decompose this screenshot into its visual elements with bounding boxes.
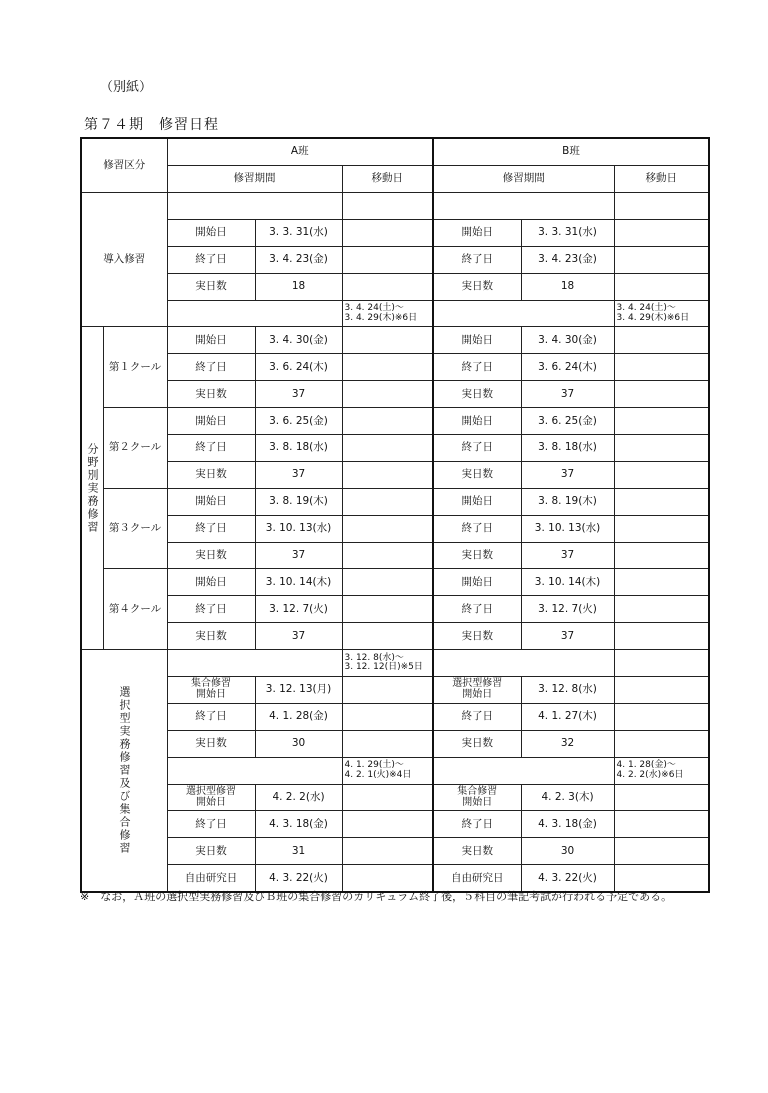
- row-label: 終了日: [433, 811, 521, 838]
- attachment-note: （別紙）: [100, 80, 153, 95]
- blank-cell: [614, 784, 709, 811]
- cool-4-label: 第４クール: [103, 569, 167, 650]
- row-label: 自由研究日: [433, 865, 521, 892]
- blank-cell: [342, 569, 433, 596]
- row-label: 終了日: [167, 811, 255, 838]
- sentaku-a-move1: 3. 12. 8(水)～ 3. 12. 12(日)※5日: [342, 650, 433, 677]
- blank-cell: [614, 246, 709, 273]
- sentaku-p1-a-start: 3. 12. 13(月): [255, 677, 342, 704]
- cool-1-label: 第１クール: [103, 327, 167, 408]
- blank-cell: [614, 811, 709, 838]
- blank-cell: [433, 757, 614, 784]
- row-label: 終了日: [433, 703, 521, 730]
- row-label: 終了日: [167, 515, 255, 542]
- row-label: 終了日: [167, 435, 255, 462]
- blank-cell: [167, 300, 342, 327]
- page-title: 第７４期 修習日程: [84, 117, 219, 133]
- cool-4-a-start: 3. 10. 14(木): [255, 569, 342, 596]
- row-label: 開始日: [433, 408, 521, 435]
- bunya-label: 分野別実務修習: [81, 327, 103, 650]
- blank-cell: [614, 219, 709, 246]
- blank-cell: [342, 327, 433, 354]
- row-label: 開始日: [167, 219, 255, 246]
- blank-cell: [342, 623, 433, 650]
- row-label: 実日数: [167, 623, 255, 650]
- blank-cell: [342, 408, 433, 435]
- row-label: 終了日: [433, 354, 521, 381]
- cool-4-b-start: 3. 10. 14(木): [521, 569, 614, 596]
- blank-cell: [614, 327, 709, 354]
- cool-4-a-days: 37: [255, 623, 342, 650]
- cool-3-label: 第３クール: [103, 488, 167, 569]
- b-period-header: 修習期間: [433, 166, 614, 193]
- row-label: 開始日: [433, 219, 521, 246]
- blank-cell: [167, 193, 342, 220]
- cool-3-a-start: 3. 8. 19(木): [255, 488, 342, 515]
- blank-cell: [342, 542, 433, 569]
- row-label: 終了日: [433, 515, 521, 542]
- intro-b-days: 18: [521, 273, 614, 300]
- cool-2-a-start: 3. 6. 25(金): [255, 408, 342, 435]
- blank-cell: [614, 408, 709, 435]
- blank-cell: [342, 354, 433, 381]
- b-move-header: 移動日: [614, 166, 709, 193]
- row-label: 終了日: [433, 435, 521, 462]
- row-label: 終了日: [167, 596, 255, 623]
- blank-cell: [614, 677, 709, 704]
- sentaku-p2-b-days: 30: [521, 838, 614, 865]
- row-label: 実日数: [167, 730, 255, 757]
- row-label: 終了日: [433, 596, 521, 623]
- blank-cell: [614, 569, 709, 596]
- sentaku-label: 選択型実務修習及び集合修習: [81, 650, 167, 893]
- blank-cell: [614, 542, 709, 569]
- blank-cell: [342, 838, 433, 865]
- cool-4-a-end: 3. 12. 7(火): [255, 596, 342, 623]
- a-move-header: 移動日: [342, 166, 433, 193]
- intro-b-move: 3. 4. 24(土)～ 3. 4. 29(木)※6日: [614, 300, 709, 327]
- cool-1-a-end: 3. 6. 24(木): [255, 354, 342, 381]
- row-label: 実日数: [433, 542, 521, 569]
- row-label: 実日数: [433, 838, 521, 865]
- blank-cell: [614, 273, 709, 300]
- cool-4-b-end: 3. 12. 7(火): [521, 596, 614, 623]
- cool-1-b-days: 37: [521, 381, 614, 408]
- row-label: 開始日: [167, 327, 255, 354]
- row-label: 実日数: [167, 542, 255, 569]
- a-period-header: 修習期間: [167, 166, 342, 193]
- blank-cell: [614, 515, 709, 542]
- blank-cell: [614, 488, 709, 515]
- blank-cell: [342, 784, 433, 811]
- row-label: 終了日: [167, 354, 255, 381]
- sentaku-a-move2: 4. 1. 29(土)～ 4. 2. 1(火)※4日: [342, 757, 433, 784]
- row-label: 実日数: [433, 623, 521, 650]
- row-label: 開始日: [167, 488, 255, 515]
- intro-a-days: 18: [255, 273, 342, 300]
- row-label: 開始日: [433, 488, 521, 515]
- cool-3-b-days: 37: [521, 542, 614, 569]
- row-label: 実日数: [167, 381, 255, 408]
- blank-cell: [342, 219, 433, 246]
- row-label: 実日数: [433, 730, 521, 757]
- row-label: 集合修習 開始日: [433, 784, 521, 811]
- intro-b-end: 3. 4. 23(金): [521, 246, 614, 273]
- sentaku-p2-a-end: 4. 3. 18(金): [255, 811, 342, 838]
- row-label: 開始日: [433, 569, 521, 596]
- blank-cell: [614, 623, 709, 650]
- blank-cell: [342, 273, 433, 300]
- cool-4-b-days: 37: [521, 623, 614, 650]
- blank-cell: [342, 677, 433, 704]
- intro-a-end: 3. 4. 23(金): [255, 246, 342, 273]
- cool-3-a-days: 37: [255, 542, 342, 569]
- cool-2-label: 第２クール: [103, 408, 167, 489]
- blank-cell: [433, 650, 614, 677]
- blank-cell: [614, 650, 709, 677]
- row-label: 選択型修習 開始日: [433, 677, 521, 704]
- intro-a-move: 3. 4. 24(土)～ 3. 4. 29(木)※6日: [342, 300, 433, 327]
- blank-cell: [342, 246, 433, 273]
- blank-cell: [342, 730, 433, 757]
- a-group-header: A班: [167, 138, 433, 166]
- intro-b-start: 3. 3. 31(水): [521, 219, 614, 246]
- cool-3-a-end: 3. 10. 13(水): [255, 515, 342, 542]
- cool-1-b-end: 3. 6. 24(木): [521, 354, 614, 381]
- cool-1-b-start: 3. 4. 30(金): [521, 327, 614, 354]
- blank-cell: [433, 193, 614, 220]
- blank-cell: [342, 596, 433, 623]
- blank-cell: [342, 515, 433, 542]
- footnote: ※ なお，Ａ班の選択型実務修習及びＢ班の集合修習のカリキュラム終了後，５科目の筆記考試が行われる予定である。: [80, 890, 673, 903]
- row-label: 実日数: [433, 273, 521, 300]
- cool-2-a-days: 37: [255, 461, 342, 488]
- blank-cell: [614, 838, 709, 865]
- cool-2-b-start: 3. 6. 25(金): [521, 408, 614, 435]
- row-label: 実日数: [433, 461, 521, 488]
- blank-cell: [433, 300, 614, 327]
- sentaku-p1-b-days: 32: [521, 730, 614, 757]
- blank-cell: [614, 381, 709, 408]
- sentaku-b-move2: 4. 1. 28(金)～ 4. 2. 2(水)※6日: [614, 757, 709, 784]
- row-label: 終了日: [433, 246, 521, 273]
- cool-2-a-end: 3. 8. 18(水): [255, 435, 342, 462]
- blank-cell: [614, 730, 709, 757]
- row-label: 実日数: [433, 381, 521, 408]
- row-label: 実日数: [167, 461, 255, 488]
- blank-cell: [167, 650, 342, 677]
- row-label: 集合修習 開始日: [167, 677, 255, 704]
- kubun-header: 修習区分: [81, 138, 167, 193]
- row-label: 終了日: [167, 703, 255, 730]
- sentaku-p1-b-start: 3. 12. 8(水): [521, 677, 614, 704]
- b-group-header: B班: [433, 138, 709, 166]
- row-label: 終了日: [167, 246, 255, 273]
- sentaku-p1-a-end: 4. 1. 28(金): [255, 703, 342, 730]
- blank-cell: [614, 596, 709, 623]
- cool-2-b-days: 37: [521, 461, 614, 488]
- blank-cell: [614, 193, 709, 220]
- blank-cell: [342, 488, 433, 515]
- blank-cell: [342, 811, 433, 838]
- cool-1-a-days: 37: [255, 381, 342, 408]
- row-label: 開始日: [433, 327, 521, 354]
- sentaku-p1-b-end: 4. 1. 27(木): [521, 703, 614, 730]
- intro-label: 導入修習: [81, 193, 167, 327]
- row-label: 選択型修習 開始日: [167, 784, 255, 811]
- blank-cell: [614, 461, 709, 488]
- sentaku-p2-a-days: 31: [255, 838, 342, 865]
- blank-cell: [614, 354, 709, 381]
- blank-cell: [342, 435, 433, 462]
- blank-cell: [342, 703, 433, 730]
- blank-cell: [342, 381, 433, 408]
- blank-cell: [614, 703, 709, 730]
- cool-1-a-start: 3. 4. 30(金): [255, 327, 342, 354]
- sentaku-a-jiyu: 4. 3. 22(火): [255, 865, 342, 892]
- intro-a-start: 3. 3. 31(水): [255, 219, 342, 246]
- row-label: 開始日: [167, 569, 255, 596]
- sentaku-p1-a-days: 30: [255, 730, 342, 757]
- schedule-table: [80, 137, 710, 893]
- cool-3-b-start: 3. 8. 19(木): [521, 488, 614, 515]
- row-label: 実日数: [167, 273, 255, 300]
- sentaku-p2-a-start: 4. 2. 2(水): [255, 784, 342, 811]
- sentaku-p2-b-start: 4. 2. 3(木): [521, 784, 614, 811]
- blank-cell: [614, 435, 709, 462]
- cool-3-b-end: 3. 10. 13(水): [521, 515, 614, 542]
- sentaku-p2-b-end: 4. 3. 18(金): [521, 811, 614, 838]
- row-label: 自由研究日: [167, 865, 255, 892]
- row-label: 開始日: [167, 408, 255, 435]
- cool-2-b-end: 3. 8. 18(水): [521, 435, 614, 462]
- blank-cell: [342, 193, 433, 220]
- blank-cell: [167, 757, 342, 784]
- row-label: 実日数: [167, 838, 255, 865]
- blank-cell: [342, 461, 433, 488]
- sentaku-b-jiyu: 4. 3. 22(火): [521, 865, 614, 892]
